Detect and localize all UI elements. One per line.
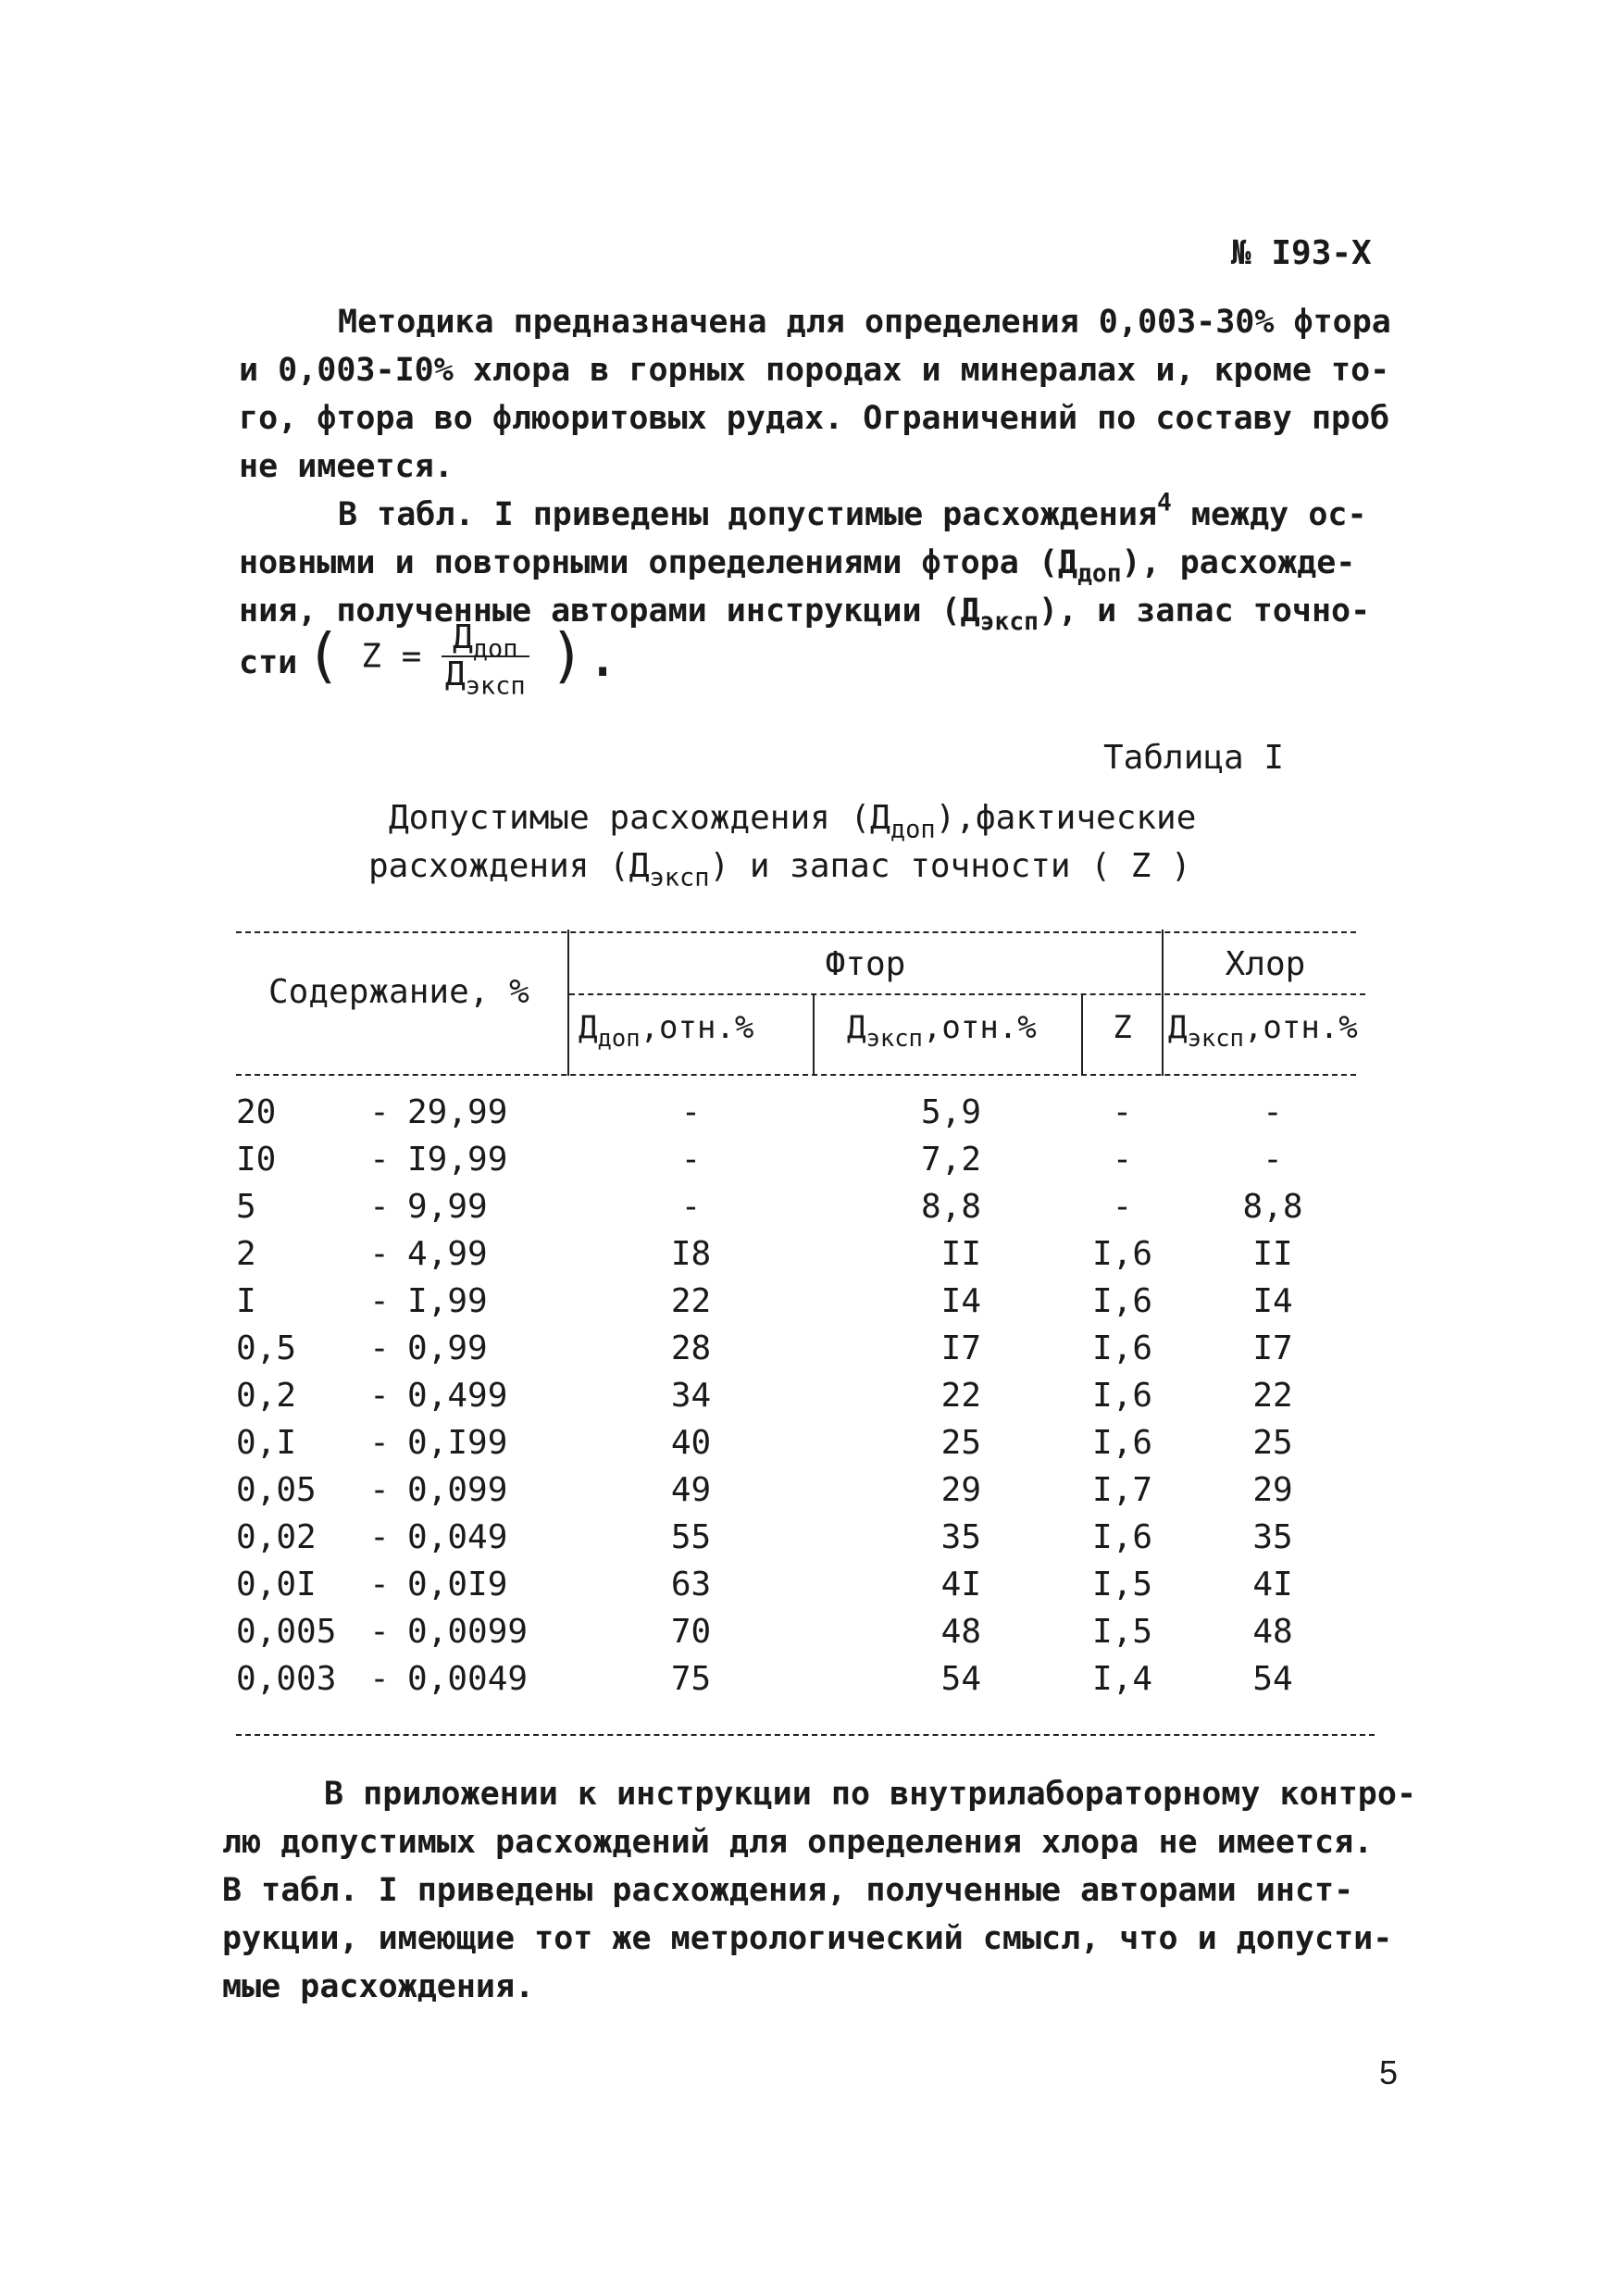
cell-range-separator: - [369, 1566, 390, 1603]
cell-range-separator: - [369, 1377, 390, 1415]
cell-content-from: 0,02 [236, 1518, 317, 1556]
cell-fluorine-ddop: 49 [670, 1471, 712, 1509]
cell-fluorine-ddop: 70 [670, 1613, 712, 1651]
paragraph-line: В приложении к инструкции по внутрилабораторному контро- [324, 1776, 1417, 1813]
text-fragment: ), расхожде- [1121, 544, 1356, 581]
table-header-rule [236, 1074, 1356, 1076]
cell-chlorine-dexp: - [1263, 1141, 1283, 1179]
subscript: доп [597, 1024, 641, 1053]
cell-fluorine-ddop: 34 [670, 1377, 712, 1415]
cell-content-to: 0,0I9 [407, 1566, 508, 1603]
cell-content-to: 9,99 [407, 1188, 488, 1226]
cell-range-separator: - [369, 1188, 390, 1226]
cell-content-from: 0,05 [236, 1471, 317, 1509]
cell-content-to: I9,99 [407, 1141, 508, 1179]
cell-content-from: I0 [236, 1141, 277, 1179]
cell-z: I,5 [1091, 1566, 1153, 1603]
text-fragment: ,отн.% [640, 1009, 754, 1046]
cell-z: - [1112, 1188, 1133, 1226]
cell-z: I,6 [1091, 1377, 1153, 1415]
cell-content-to: I,99 [407, 1282, 488, 1320]
precision-formula: ( Z = $\frac{Д_{доп}}{Д_{эксп}}$ ). [305, 618, 621, 701]
text-fragment: расхождения (Д [368, 847, 650, 885]
paragraph-line [239, 539, 1355, 587]
table-subheader-rule [569, 993, 1365, 995]
paragraph-line: В табл. I приведены расхождения, полученные авторами инст- [222, 1872, 1354, 1909]
cell-range-separator: - [369, 1282, 390, 1320]
cell-z: I,6 [1091, 1282, 1153, 1320]
cell-fluorine-dexp: 22 [940, 1377, 981, 1415]
text-fragment: ),фактические [935, 799, 1197, 837]
cell-content-from: 0,2 [236, 1377, 297, 1415]
text-fragment: Допустимые расхождения (Д [389, 799, 890, 837]
cell-z: I,6 [1091, 1235, 1153, 1273]
table-caption-line [389, 798, 1197, 844]
cell-range-separator: - [369, 1471, 390, 1509]
cell-fluorine-ddop: 55 [670, 1518, 712, 1556]
cell-range-separator: - [369, 1518, 390, 1556]
text-fragment: ), и запас точно- [1038, 593, 1371, 630]
cell-chlorine-dexp: I4 [1252, 1282, 1293, 1320]
page-number: 5 [1379, 2053, 1399, 2091]
subscript: эксп [649, 863, 710, 892]
cell-range-separator: - [369, 1329, 390, 1367]
cell-chlorine-dexp: II [1252, 1235, 1293, 1273]
subscript: эксп [865, 1024, 923, 1053]
cell-fluorine-dexp: I7 [940, 1329, 981, 1367]
cell-z: I,5 [1091, 1613, 1153, 1651]
text-fragment: Д [847, 1009, 866, 1046]
cell-fluorine-ddop: - [680, 1093, 702, 1131]
text-fragment: ) и запас точности ( Z ) [709, 847, 1191, 885]
cell-range-separator: - [369, 1141, 390, 1179]
cell-content-from: 2 [236, 1235, 256, 1273]
cell-fluorine-dexp: I4 [940, 1282, 981, 1320]
formula-numerator: Д [453, 618, 473, 656]
cell-range-separator: - [369, 1235, 390, 1273]
formula-fraction [442, 618, 529, 701]
cell-fluorine-dexp: 29 [940, 1471, 981, 1509]
cell-fluorine-dexp: 5,9 [920, 1093, 981, 1131]
cell-content-to: 0,0099 [407, 1613, 529, 1651]
header-fluorine: Фтор [825, 945, 906, 983]
cell-range-separator: - [369, 1424, 390, 1462]
table-caption-line [368, 846, 1191, 892]
text-fragment: между ос- [1171, 496, 1367, 533]
cell-fluorine-ddop: - [680, 1188, 702, 1226]
cell-fluorine-dexp: 54 [940, 1660, 981, 1698]
cell-content-from: I [236, 1282, 256, 1320]
cell-z: I,6 [1091, 1424, 1153, 1462]
cell-chlorine-dexp: - [1263, 1093, 1283, 1131]
cell-fluorine-ddop: 22 [670, 1282, 712, 1320]
subscript: доп [890, 815, 936, 844]
cell-fluorine-ddop: 28 [670, 1329, 712, 1367]
paragraph-line: рукции, имеющие тот же метрологический смысл, что и допусти- [222, 1920, 1393, 1957]
header-z: Z [1113, 1009, 1132, 1046]
document-number: № I93-X [1231, 234, 1372, 272]
formula-symbol: Z = [361, 637, 422, 676]
cell-range-separator: - [369, 1613, 390, 1651]
cell-chlorine-dexp: 48 [1252, 1613, 1293, 1651]
text-fragment: ,отн.% [922, 1009, 1037, 1046]
cell-chlorine-dexp: 8,8 [1242, 1188, 1303, 1226]
cell-chlorine-dexp: 54 [1252, 1660, 1293, 1698]
cell-content-from: 0,005 [236, 1613, 337, 1651]
cell-z: I,6 [1091, 1329, 1153, 1367]
cell-content-from: 0,003 [236, 1660, 337, 1698]
cell-z: I,6 [1091, 1518, 1153, 1556]
cell-chlorine-dexp: 25 [1252, 1424, 1293, 1462]
cell-content-from: 5 [236, 1188, 256, 1226]
cell-fluorine-ddop: I8 [670, 1235, 712, 1273]
cell-content-from: 20 [236, 1093, 277, 1131]
table-column-divider [813, 993, 815, 1076]
cell-chlorine-dexp: 22 [1252, 1377, 1293, 1415]
cell-fluorine-dexp: 4I [940, 1566, 981, 1603]
subscript: эксп [465, 671, 526, 701]
header-dexp [847, 1009, 1037, 1053]
cell-chlorine-dexp: 29 [1252, 1471, 1293, 1509]
cell-content-to: 0,049 [407, 1518, 508, 1556]
paragraph-line [239, 639, 297, 687]
text-fragment: новными и повторными определениями фтора (Д [239, 544, 1078, 581]
cell-z: I,7 [1091, 1471, 1153, 1509]
paragraph-line: не имеется. [239, 448, 454, 485]
cell-fluorine-dexp: 7,2 [920, 1141, 981, 1179]
text-fragment: В табл. I приведены допустимые расхождения [338, 496, 1158, 533]
paragraph-line: го, фтора во флюоритовых рудах. Ограничений по составу проб [239, 400, 1390, 437]
header-chlorine: Хлор [1225, 945, 1306, 983]
cell-z: I,4 [1091, 1660, 1153, 1698]
header-ddop [579, 1009, 754, 1053]
cell-fluorine-dexp: 25 [940, 1424, 981, 1462]
formula-denominator: Д [444, 655, 466, 693]
cell-fluorine-ddop: - [680, 1141, 702, 1179]
cell-content-to: 4,99 [407, 1235, 488, 1273]
subscript: доп [1077, 560, 1122, 589]
subscript: эксп [1187, 1024, 1244, 1053]
header-content: Содержание, % [268, 973, 529, 1011]
cell-content-to: 0,099 [407, 1471, 508, 1509]
cell-fluorine-dexp: II [940, 1235, 981, 1273]
text-fragment: Д [1168, 1009, 1188, 1046]
cell-content-from: 0,0I [236, 1566, 317, 1603]
cell-fluorine-ddop: 40 [670, 1424, 712, 1462]
cell-range-separator: - [369, 1660, 390, 1698]
cell-range-separator: - [369, 1093, 390, 1131]
paragraph-line [338, 491, 1367, 539]
cell-fluorine-dexp: 35 [940, 1518, 981, 1556]
paragraph-line: мые расхождения. [222, 1968, 535, 2005]
cell-content-to: 0,0049 [407, 1660, 529, 1698]
cell-fluorine-ddop: 63 [670, 1566, 712, 1603]
cell-fluorine-dexp: 48 [940, 1613, 981, 1651]
paragraph-line: лю допустимых расхождений для определения хлора не имеется. [222, 1824, 1374, 1861]
cell-z: - [1112, 1141, 1133, 1179]
table-bottom-rule [236, 1734, 1375, 1736]
cell-content-from: 0,5 [236, 1329, 297, 1367]
cell-content-from: 0,I [236, 1424, 297, 1462]
cell-z: - [1112, 1093, 1133, 1131]
text-fragment: сти [239, 644, 298, 681]
cell-chlorine-dexp: 35 [1252, 1518, 1293, 1556]
subscript: доп [472, 634, 518, 664]
footnote-reference: 4 [1157, 489, 1172, 518]
cell-content-to: 0,99 [407, 1329, 488, 1367]
cell-fluorine-dexp: 8,8 [920, 1188, 981, 1226]
cell-content-to: 0,I99 [407, 1424, 508, 1462]
text-fragment: ния, полученные авторами инструкции (Д [239, 593, 980, 630]
text-fragment: Д [579, 1009, 598, 1046]
paragraph-line: Методика предназначена для определения 0,003-30% фтора [338, 304, 1391, 341]
cell-fluorine-ddop: 75 [670, 1660, 712, 1698]
cell-chlorine-dexp: 4I [1252, 1566, 1293, 1603]
paragraph-line: и 0,003-I0% хлора в горных породах и минералах и, кроме то- [239, 352, 1390, 389]
table-label: Таблица I [1103, 739, 1285, 777]
cell-content-to: 0,499 [407, 1377, 508, 1415]
header-cl-dexp [1168, 1009, 1358, 1053]
cell-content-to: 29,99 [407, 1093, 508, 1131]
text-fragment: ,отн.% [1243, 1009, 1358, 1046]
subscript: эксп [979, 608, 1039, 637]
cell-chlorine-dexp: I7 [1252, 1329, 1293, 1367]
table-top-rule [236, 931, 1356, 933]
